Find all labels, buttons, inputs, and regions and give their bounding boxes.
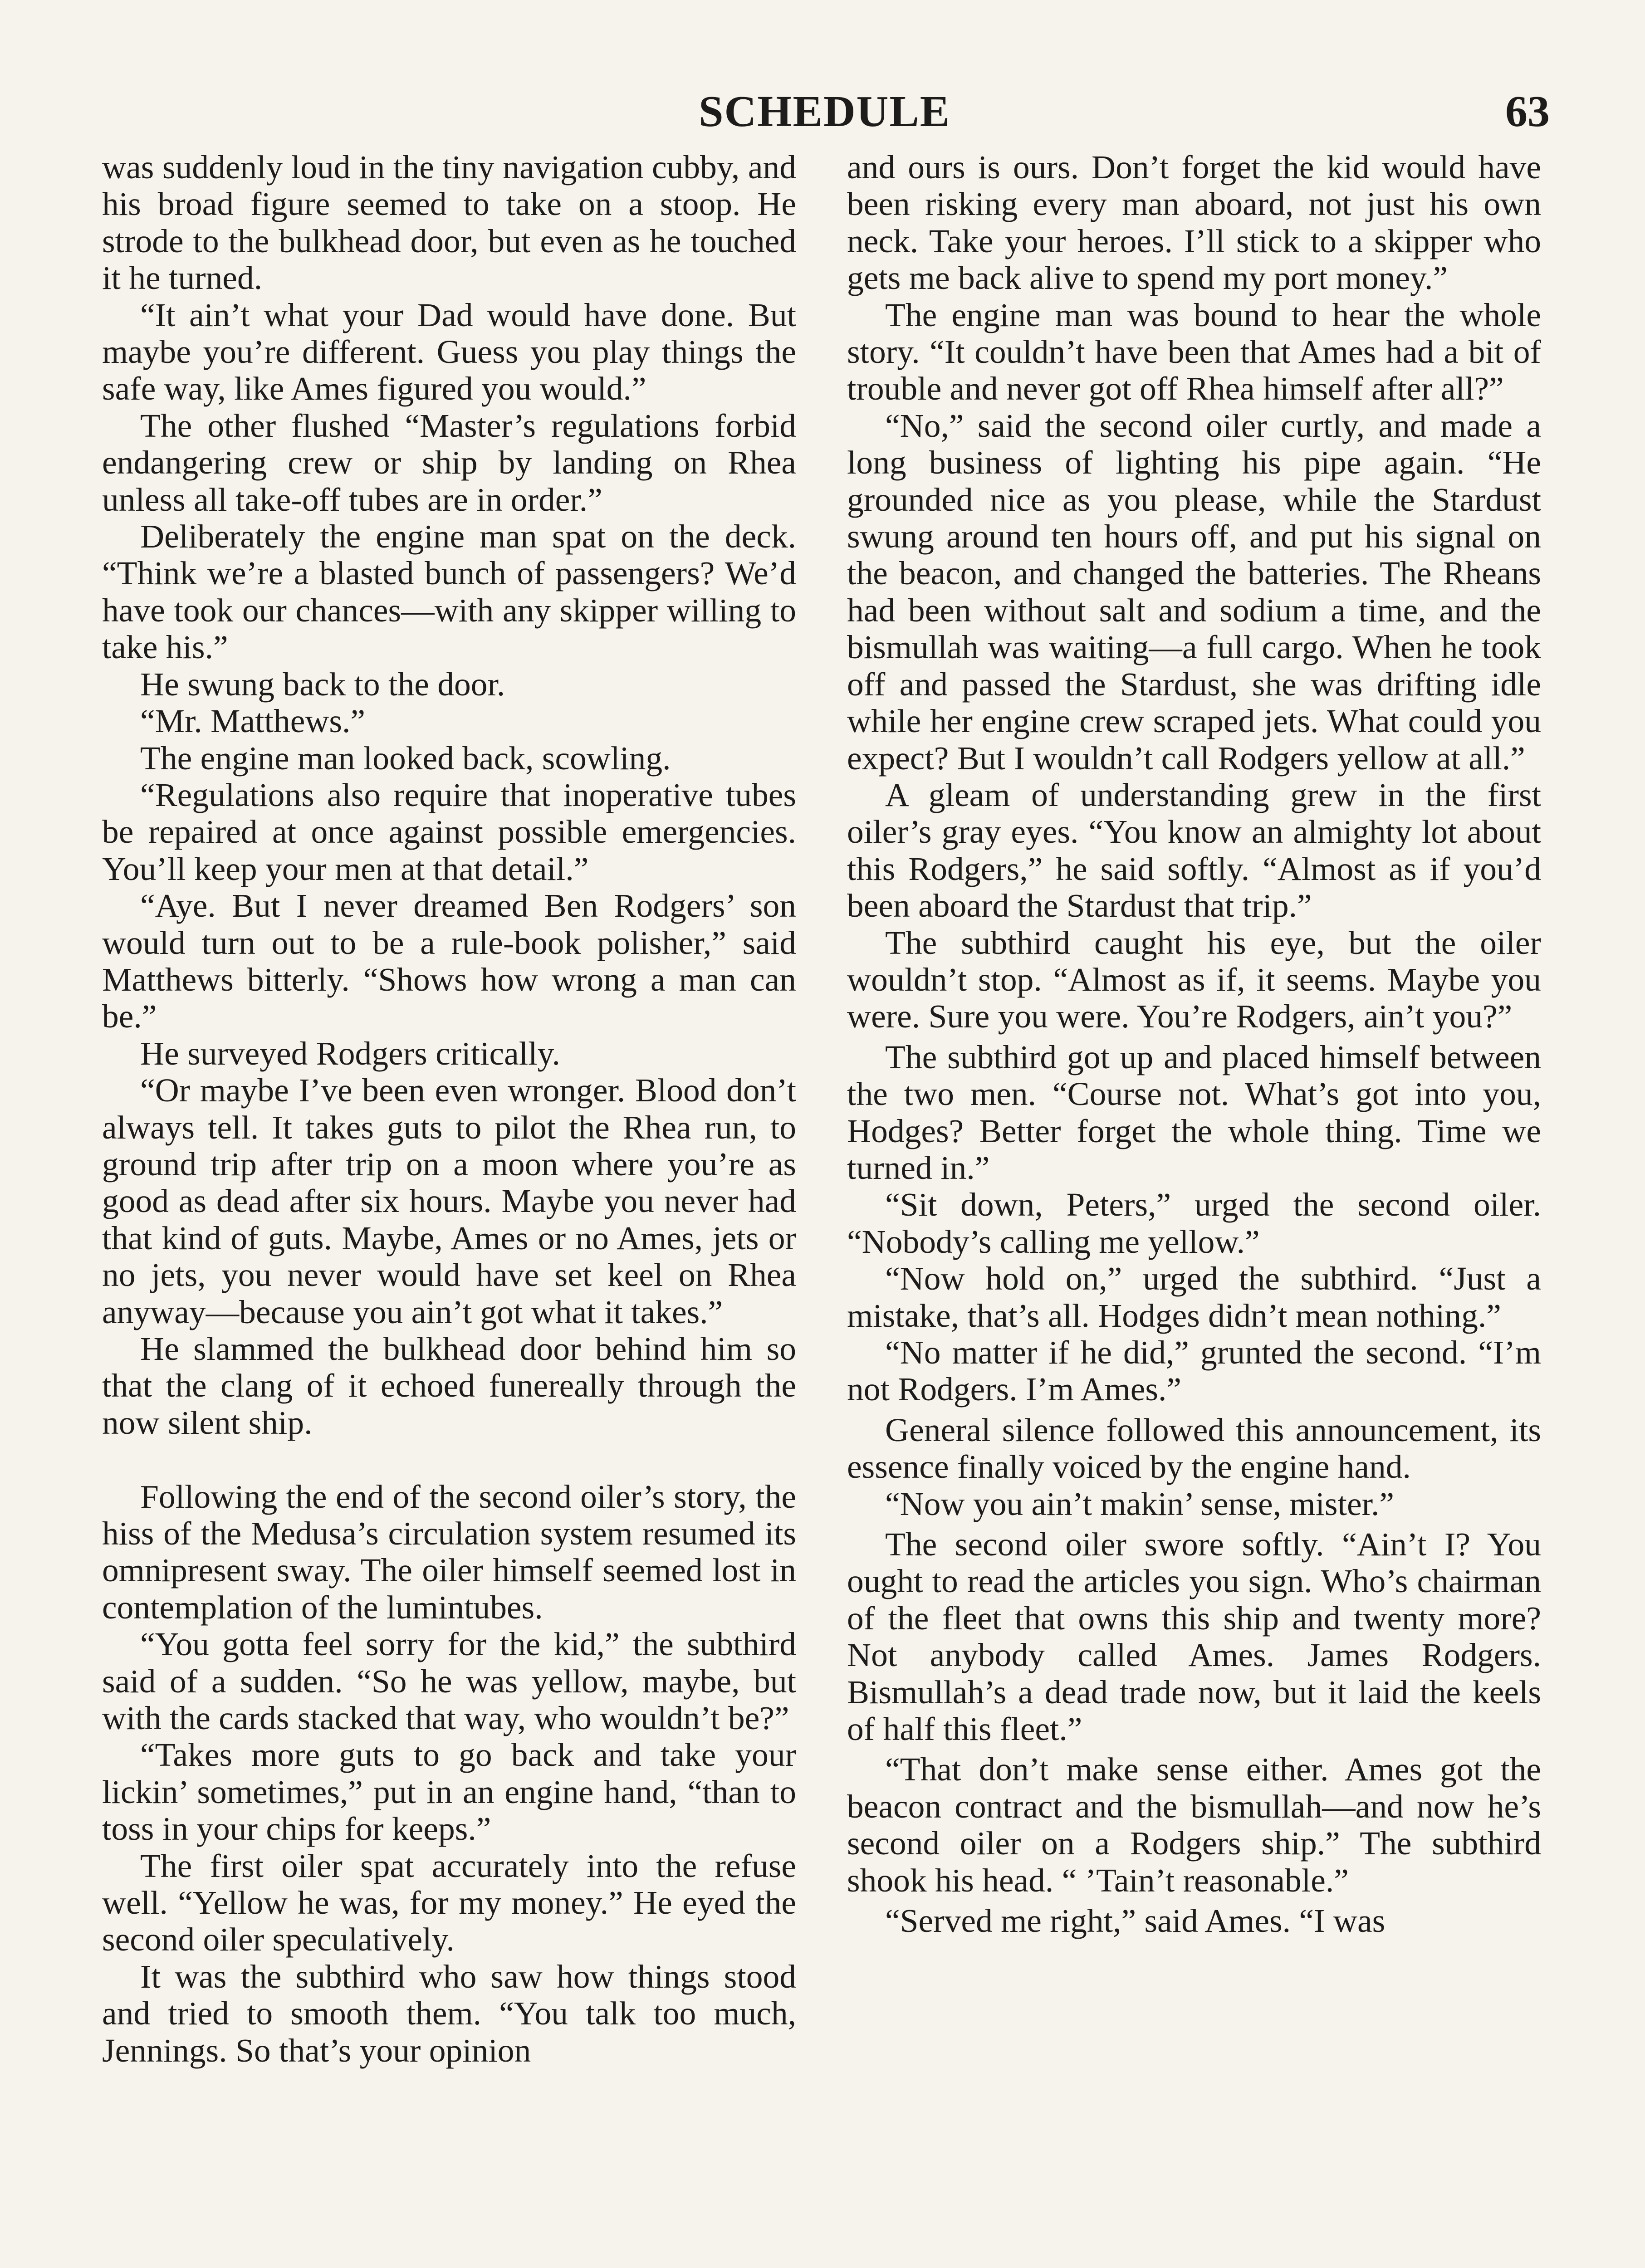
- paragraph: “That don’t make sense either. Ames got the beacon contract and the bismullah—and now he’s second oiler on a Rodgers ship.” The subthird shook his head. “ ’Tain’t reasonable.”: [847, 1751, 1541, 1899]
- page-number: 63: [1505, 87, 1550, 136]
- paragraph: “No,” said the second oiler curtly, and made a long business of lighting his pipe again. “He grounded nice as you please, while the Stardust swung around ten hours off, and put his signal on the beacon, and changed the batteries. The Rheans had been without salt and sodium a time, and the bismullah was waiting—a full cargo. When he took off and passed the Stardust, she was drifting idle while her engine crew scraped jets. What could you expect? But I wouldn’t call Rodgers yellow at all.”: [847, 407, 1541, 777]
- paragraph: Deliberately the engine man spat on the deck. “Think we’re a blasted bunch of passengers? We’d have took our chances—with any skipper willing to take his.”: [102, 518, 796, 666]
- paragraph: “No matter if he did,” grunted the second. “I’m not Rodgers. I’m Ames.”: [847, 1334, 1541, 1408]
- paragraph: The engine man looked back, scowling.: [140, 739, 671, 777]
- right-column: [847, 149, 1541, 1940]
- paragraph: A gleam of understanding grew in the first oiler’s gray eyes. “You know an almighty lot about this Rodgers,” he said softly. “Almost as if you’d been aboard the Stardust that trip.”: [847, 776, 1541, 924]
- paragraph: General silence followed this announcement, its essence finally voiced by the engine hand.: [847, 1411, 1541, 1486]
- paragraph: was suddenly loud in the tiny navigation cubby, and his broad figure seemed to take on a stoop. He strode to the bulkhead door, but even as he touched it he turned.: [102, 149, 796, 297]
- paragraph: “Aye. But I never dreamed Ben Rodgers’ son would turn out to be a rule-book polisher,” said Matthews bitterly. “Shows how wrong a man can be.”: [102, 887, 796, 1035]
- paragraph: The subthird caught his eye, but the oiler wouldn’t stop. “Almost as if, it seems. Maybe you were. Sure you were. You’re Rodgers, ain’t you?”: [847, 924, 1541, 1035]
- paragraph: He swung back to the door.: [140, 665, 505, 703]
- paragraph: “You gotta feel sorry for the kid,” the subthird said of a sudden. “So he was yellow, maybe, but with the cards stacked that way, who wouldn’t be?”: [102, 1626, 796, 1737]
- paragraph: “Now hold on,” urged the subthird. “Just a mistake, that’s all. Hodges didn’t mean nothing.”: [847, 1260, 1541, 1334]
- paragraph: “Now you ain’t makin’ sense, mister.”: [885, 1485, 1394, 1522]
- paragraph: He surveyed Rodgers critically.: [140, 1035, 560, 1072]
- paragraph: The second oiler swore softly. “Ain’t I? You ought to read the articles you sign. Who’s chairman of the fleet that owns this ship and twenty more? Not anybody called Ames. James Rodgers. Bismullah’s a dead trade now, but it laid the keels of half this fleet.”: [847, 1526, 1541, 1748]
- paragraph: “Regulations also require that inoperative tubes be repaired at once against possible emergencies. You’ll keep your men at that detail.”: [102, 776, 796, 887]
- paragraph: The other flushed “Master’s regulations forbid endangering crew or ship by landing on Rhea unless all take-off tubes are in order.”: [102, 407, 796, 518]
- left-column: [102, 149, 796, 2069]
- paragraph: and ours is ours. Don’t forget the kid would have been risking every man aboard, not just his own neck. Take your heroes. I’ll stick to a skipper who gets me back alive to spend my port money.”: [847, 149, 1541, 297]
- paragraph: It was the subthird who saw how things stood and tried to smooth them. “You talk too much, Jennings. So that’s your opinion: [102, 1958, 796, 2069]
- paragraph: “It ain’t what your Dad would have done. But maybe you’re different. Guess you play things the safe way, like Ames figured you would.”: [102, 296, 796, 407]
- paragraph: “Sit down, Peters,” urged the second oiler. “Nobody’s calling me yellow.”: [847, 1186, 1541, 1260]
- paragraph: “Or maybe I’ve been even wronger. Blood don’t always tell. It takes guts to pilot the Rhea run, to ground trip after trip on a moon where you’re as good as dead after six hours. Maybe you never had that kind of guts. Maybe, Ames or no Ames, jets or no jets, you never would have set keel on Rhea anyway—because you ain’t got what it takes.”: [102, 1072, 796, 1330]
- running-head: SCHEDULE: [699, 87, 951, 136]
- paragraph: “Served me right,” said Ames. “I was: [885, 1902, 1386, 1940]
- paragraph: He slammed the bulkhead door behind him so that the clang of it echoed funereally through the now silent ship.: [102, 1330, 796, 1441]
- section-start-paragraph: Following the end of the second oiler’s story, the hiss of the Medusa’s circulation system resumed its omnipresent sway. The oiler himself seemed lost in contemplation of the lumintubes.: [102, 1478, 796, 1626]
- paragraph: The engine man was bound to hear the whole story. “It couldn’t have been that Ames had a bit of trouble and never got off Rhea himself after all?”: [847, 296, 1541, 407]
- paragraph: The first oiler spat accurately into the refuse well. “Yellow he was, for my money.” He eyed the second oiler speculatively.: [102, 1847, 796, 1958]
- paragraph: “Mr. Matthews.”: [140, 703, 366, 740]
- paragraph: “Takes more guts to go back and take your lickin’ sometimes,” put in an engine hand, “than to toss in your chips for keeps.”: [102, 1736, 796, 1848]
- page-header: [0, 68, 1645, 136]
- paragraph: The subthird got up and placed himself between the two men. “Course not. What’s got into you, Hodges? Better forget the whole thing. Time we turned in.”: [847, 1038, 1541, 1186]
